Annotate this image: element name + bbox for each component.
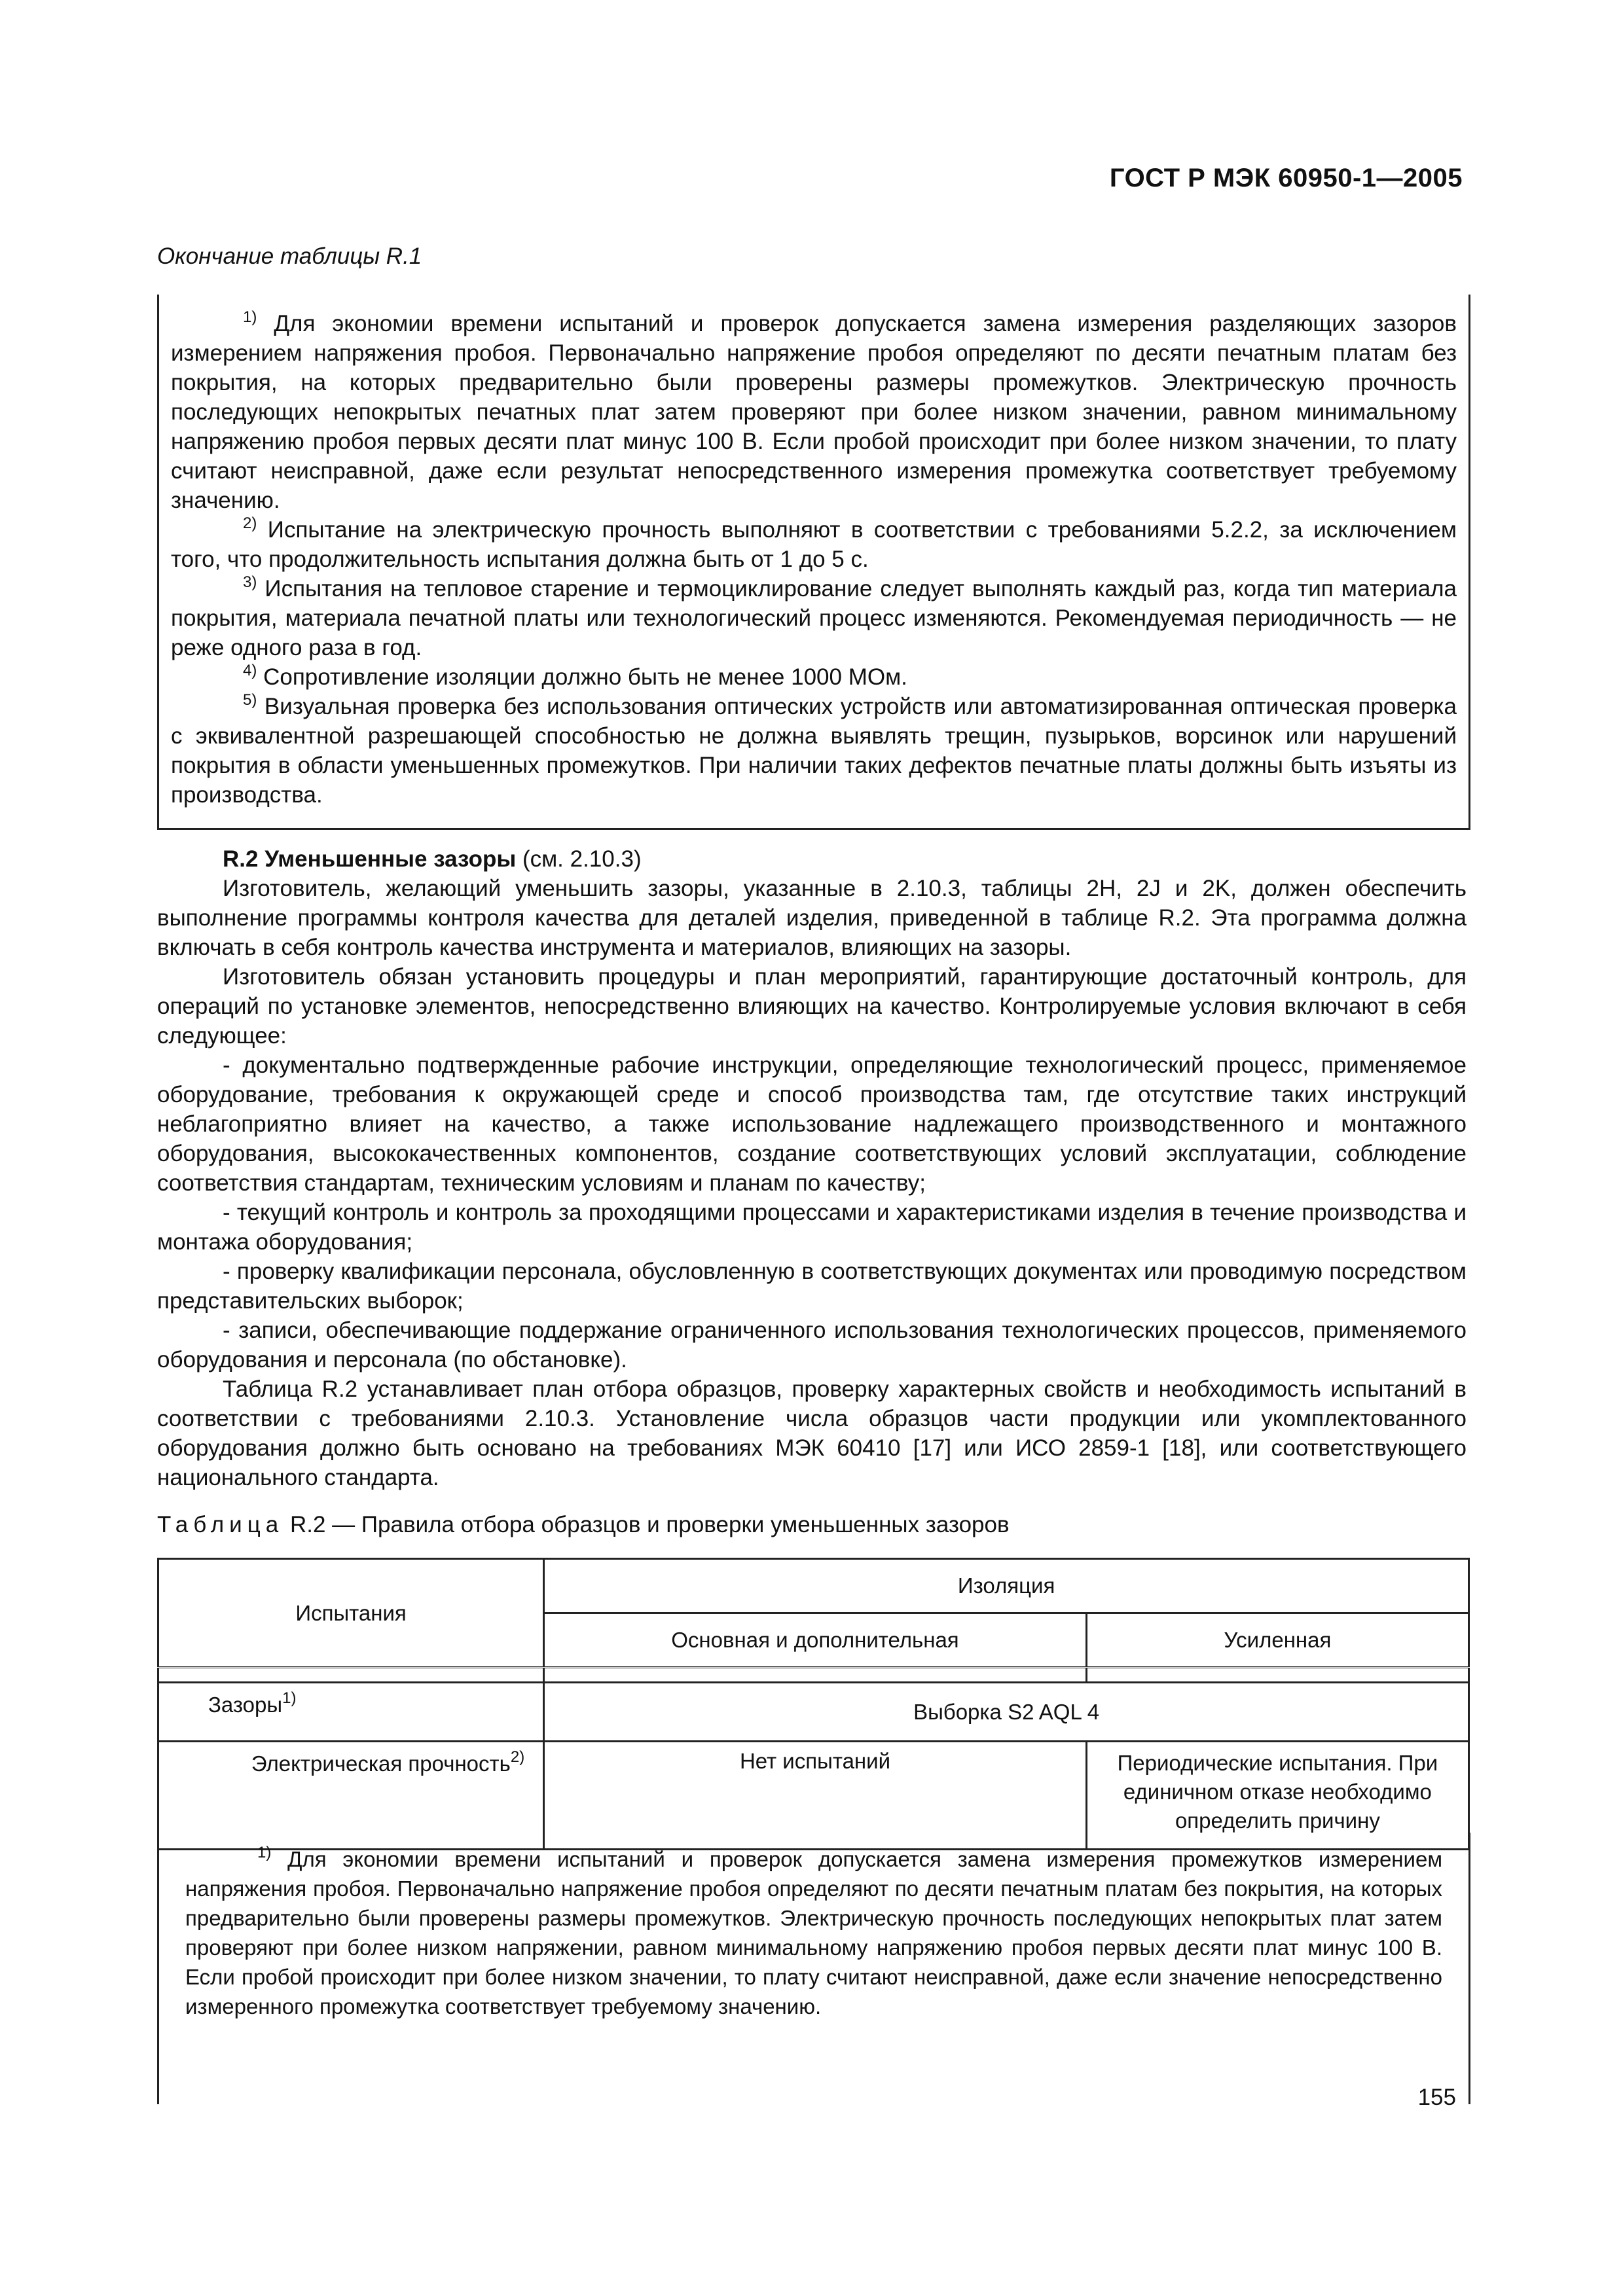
table-r1-note xyxy=(171,309,1457,515)
table-r1-note xyxy=(171,692,1457,810)
table-continuation-caption: Окончание таблицы R.1 xyxy=(157,243,422,269)
document-code-header: ГОСТ Р МЭК 60950-1—2005 xyxy=(1109,164,1463,192)
body-list-item: - записи, обеспечивающие поддержание ограниченного использования технологических процессов, применяемого оборудования и персонала (по обстановке). xyxy=(157,1318,1467,1372)
section-heading xyxy=(157,844,1467,874)
cell-sampling: Выборка S2 AQL 4 xyxy=(544,1683,1469,1742)
table-r2 xyxy=(157,1558,1470,1850)
section-reference: (см. 2.10.3) xyxy=(522,846,642,872)
section-r2-body xyxy=(157,844,1467,1492)
footnote-mark: 1) xyxy=(257,1844,272,1861)
table-r2-caption xyxy=(157,1512,1010,1538)
cell-basic-electric-strength: Нет испытаний xyxy=(544,1742,1087,1850)
column-header-reinforced: Усиленная xyxy=(1086,1613,1468,1668)
body-list-item: - документально подтвержденные рабочие инструкции, определяющие технологический процесс, применяемое оборудование, требования к окружающей среде и способ производства там, где отсутствие таких инструкций неблагоприятно влияет на качество, а также использование надлежащего производственного и монтажного оборудования, высококачественных компонентов, создание соответствующих условий эксплуатации, соблюдение соответствия стандартам, техническим условиям и планам по качеству; xyxy=(157,1052,1467,1196)
footnote-text: Для экономии времени испытаний и проверок допускается замена измерения промежутков измерением напряжения пробоя. Первоначально напряжение пробоя определяют по десяти печатным платам без покрытия, на которых предварительно были проверены размеры промежутков. Электрическую прочность последующих непокрытых плат затем проверяют при более низком напряжении, равном минимальному напряжению пробоя первых десяти плат минус 100 В. Если пробой происходит при более низком значении, то плату считают неисправной, даже если значение непосредственно измеренного промежутка соответствует требуемому значению. xyxy=(185,1847,1443,2018)
footnote-mark: 1) xyxy=(243,308,257,326)
column-header-tests: Испытания xyxy=(158,1559,544,1668)
table-r2-footnote-frame xyxy=(157,1833,1470,2104)
table-r1-note xyxy=(171,515,1457,574)
note-text: Визуальная проверка без использования оптических устройств или автоматизированная оптическая проверка с эквивалентной разрешающей способностью не должна выявлять трещин, пузырьков, ворсинок или нарушений покрытия в области уменьшенных промежутков. При наличии таких дефектов печатные платы должны быть изъяты из производства. xyxy=(171,694,1457,808)
table-r1-note xyxy=(171,574,1457,662)
footnote-mark: 2) xyxy=(510,1748,525,1766)
table-caption-text: R.2 — Правила отбора образцов и проверки уменьшенных зазоров xyxy=(289,1512,1010,1537)
note-text: Испытания на тепловое старение и термоциклирование следует выполнять каждый раз, когда тип материала покрытия, материала печатной платы или технологический процесс изменяются. Рекомендуемая периодичность — не реже одного раза в год. xyxy=(171,576,1457,660)
note-text: Для экономии времени испытаний и проверок допускается замена измерения разделяющих зазоров измерением напряжения пробоя. Первоначально напряжение пробоя определяют по десяти печатным платам без покрытия, на которых предварительно были проверены размеры промежутков. Электрическую прочность последующих непокрытых печатных плат затем проверяют при более низком значении, равном минимальному напряжению пробоя первых десяти плат минус 100 В. Если пробой происходит при более низком значении, то плату считают неисправной, даже если результат непосредственного измерения промежутка соответствует требуемому значению. xyxy=(171,311,1457,513)
table-r1-note xyxy=(171,662,1457,692)
column-header-basic: Основная и дополнительная xyxy=(544,1613,1087,1668)
table-header-separator xyxy=(158,1668,1469,1683)
column-header-insulation: Изоляция xyxy=(544,1559,1469,1613)
table-caption-prefix: Таблица xyxy=(157,1512,284,1537)
footnote-mark: 2) xyxy=(243,514,257,532)
page-number: 155 xyxy=(1417,2085,1456,2110)
body-list-item: - проверку квалификации персонала, обусловленную в соответствующих документах или проводимую посредством представительских выборок; xyxy=(157,1259,1467,1314)
row-label-clearances: Зазоры$^{1)}$ xyxy=(158,1683,544,1742)
footnote-mark: 5) xyxy=(243,691,257,709)
body-paragraph: Изготовитель, желающий уменьшить зазоры, указанные в 2.10.3, таблицы 2Н, 2J и 2K, должен обеспечить выполнение программы контроля качества для деталей изделия, приведенной в таблице R.2. Эта программа должна включать в себя контроль качества инструмента и материалов, влияющих на зазоры. xyxy=(157,876,1467,960)
cell-reinforced-electric-strength: Периодические испытания. При единичном отказе необходимо определить причину xyxy=(1086,1742,1468,1850)
table-row xyxy=(158,1683,1469,1742)
table-r2-footnote xyxy=(185,1844,1442,2021)
table-r1-notes-frame xyxy=(157,295,1470,830)
footnote-mark: 1) xyxy=(282,1689,297,1707)
note-text: Испытание на электрическую прочность выполняют в соответствии с требованиями 5.2.2, за исключением того, что продолжительность испытания должна быть от 1 до 5 с. xyxy=(171,517,1457,572)
footnote-mark: 4) xyxy=(243,662,257,679)
row-label-electric-strength: Электрическая прочность$^{2)}$ xyxy=(158,1742,544,1850)
body-list-item: - текущий контроль и контроль за проходящими процессами и характеристиками изделия в течение производства и монтажа оборудования; xyxy=(157,1200,1467,1255)
body-paragraph: Изготовитель обязан установить процедуры и план мероприятий, гарантирующие достаточный контроль, для операций по установке элементов, непосредственно влияющих на качество. Контролируемые условия включают в себя следующее: xyxy=(157,964,1467,1049)
footnote-mark: 3) xyxy=(243,573,257,591)
body-paragraph: Таблица R.2 устанавливает план отбора образцов, проверку характерных свойств и необходимость испытаний в соответствии с требованиями 2.10.3. Установление числа образцов части продукции или укомплектованного оборудования должно быть основано на требованиях МЭК 60410 [17] или ИСО 2859-1 [18], или соответствующего национального стандарта. xyxy=(157,1376,1467,1490)
note-text: Сопротивление изоляции должно быть не менее 1000 МОм. xyxy=(263,664,907,690)
section-title: R.2 Уменьшенные зазоры xyxy=(223,846,517,872)
